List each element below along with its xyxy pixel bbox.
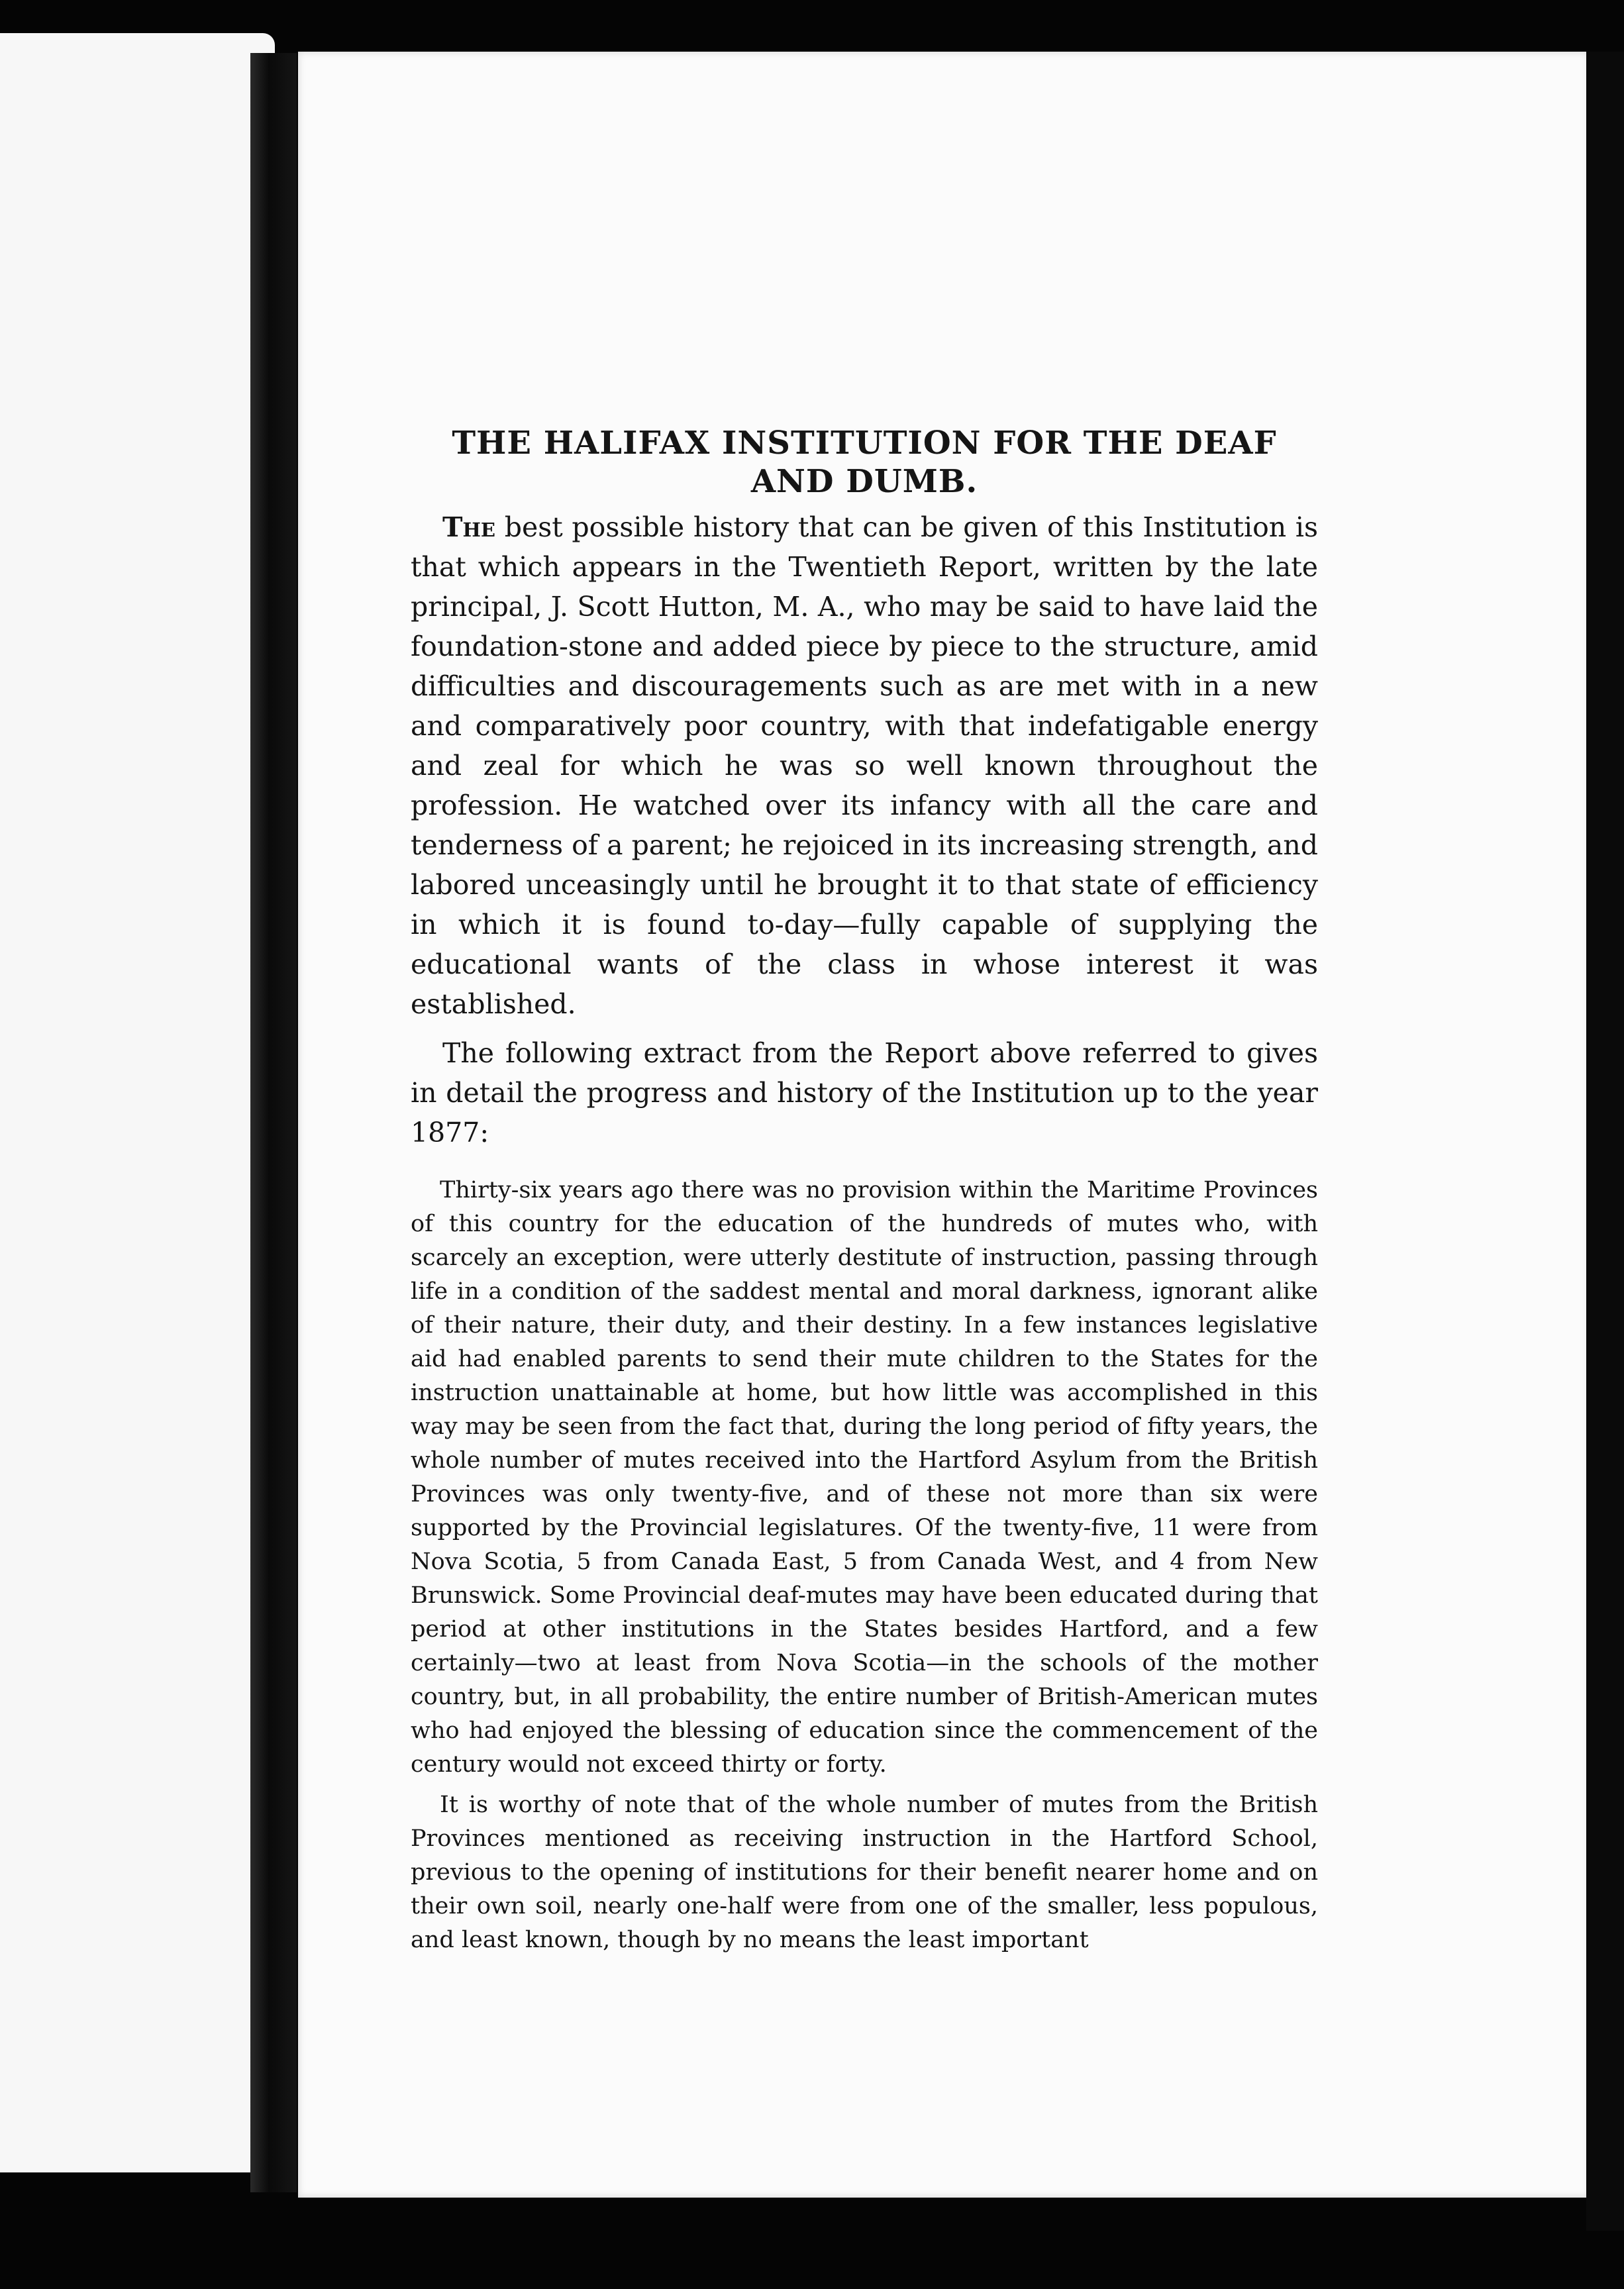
page-title: THE HALIFAX INSTITUTION FOR THE DEAF AND DUMB. <box>452 425 1277 500</box>
intro-text: best possible history that can be given of this Institution is that which appears in the Twentieth Report, written by the late principal, J. Scott Hutton, M. A., who may be said to have laid the foundation-stone and added piece by piece to the structure, amid difficulties and discouragements such as are met with in a new and comparatively poor country, with that indefatigable energy and zeal for which he was so well known throughout the profession. He watched over its infancy with all the care and tenderness of a parent; he rejoiced in its increasing strength, and labored unceasingly until he brought it to that state of efficiency in which it is found to-day—fully capable of supplying the educational wants of the class in whose interest it was established. <box>411 511 1318 1020</box>
left-page-blank <box>0 33 275 2172</box>
scan-border <box>1586 52 1624 2231</box>
book-gutter <box>250 53 297 2192</box>
intro-lead-word: The <box>442 511 496 543</box>
intro-paragraph <box>411 507 1318 1024</box>
page-text <box>411 424 1318 1964</box>
quote-paragraph-1: Thirty-six years ago there was no provision within the Maritime Provinces of this country for the education of the hundreds of mutes who, with scarcely an exception, were utterly destitute of instruction, passing through life in a condition of the saddest mental and moral darkness, ignorant alike of their nature, their duty, and their destiny. In a few instances legislative aid had enabled parents to send their mute children to the States for the instruction unattainable at home, but how little was accomplished in this way may be seen from the fact that, during the long period of fifty years, the whole number of mutes received into the Hartford Asylum from the British Provinces was only twenty-five, and of these not more than six were supported by the Provincial legislatures. Of the twenty-five, 11 were from Nova Scotia, 5 from Canada East, 5 from Canada West, and 4 from New Brunswick. Some Provincial deaf-mutes may have been educated during that period at other institutions in the States besides Hartford, and a few certainly—two at least from Nova Scotia—in the schools of the mother country, but, in all probability, the entire number of British-American mutes who had enjoyed the blessing of education since the commencement of the century would not exceed thirty or forty. <box>411 1177 1318 1778</box>
extract-intro-paragraph: The following extract from the Report above referred to gives in detail the progress and history of the Institution up to the year 1877: <box>411 1037 1318 1148</box>
quote-paragraph-2: It is worthy of note that of the whole number of mutes from the British Provinces mentioned as receiving instruction in the Hartford School, previous to the opening of institutions for their benefit nearer home and on their own soil, nearly one-half were from one of the smaller, less populous, and least known, though by no means the least important <box>411 1792 1318 1953</box>
